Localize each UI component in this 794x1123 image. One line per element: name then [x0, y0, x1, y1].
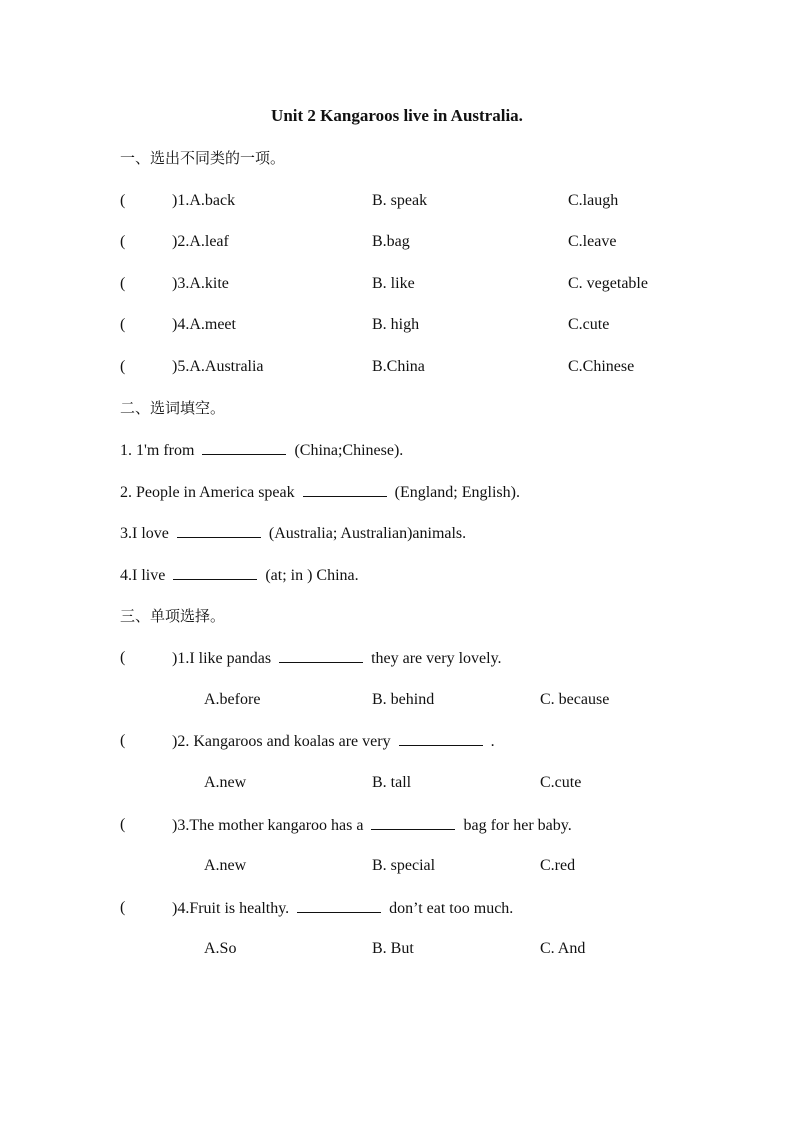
option-a: )3.A.kite: [172, 275, 229, 292]
options-row: [0, 771, 794, 795]
option-b: B. special: [372, 857, 436, 874]
question-text: )2. Kangaroos and koalas are very .: [172, 729, 495, 754]
answer-bracket: (: [120, 275, 126, 292]
answer-bracket: (: [120, 192, 126, 209]
option-b: B. behind: [372, 691, 435, 708]
answer-blank: [173, 563, 257, 580]
option-a: A.new: [204, 857, 247, 874]
sentence-start: 1. 1'm from: [120, 442, 195, 459]
answer-blank: [279, 646, 363, 663]
option-a: A.So: [204, 940, 237, 957]
page-title: Unit 2 Kangaroos live in Australia.: [271, 106, 523, 125]
option-a: )4.A.meet: [172, 316, 236, 333]
question-row: [0, 313, 794, 337]
option-c: C. because: [540, 691, 610, 708]
option-b: B. tall: [372, 774, 412, 791]
option-a: )5.A.Australia: [172, 358, 264, 375]
section-3-heading: 三、单项选择。: [120, 607, 226, 625]
option-c: C.Chinese: [568, 358, 635, 375]
question-row: [0, 896, 794, 920]
section-1-heading: 一、选出不同类的一项。: [120, 149, 286, 167]
answer-bracket: (: [120, 358, 126, 375]
answer-bracket: (: [120, 732, 126, 749]
question-row: [0, 355, 794, 379]
option-b: B.bag: [372, 233, 410, 250]
word-choices: (Australia; Australian)animals.: [268, 525, 467, 542]
option-c: C.laugh: [568, 192, 619, 209]
question-text: )4.Fruit is healthy. don’t eat too much.: [172, 896, 513, 921]
option-c: C.leave: [568, 233, 617, 250]
question-text: )3.The mother kangaroo has a bag for her baby.: [172, 813, 572, 838]
answer-blank: [297, 896, 381, 913]
option-a: A.new: [204, 774, 247, 791]
fill-in-item: [120, 480, 520, 504]
option-b: B. high: [372, 316, 420, 333]
word-choices: (England; English).: [394, 484, 520, 501]
option-b: B. like: [372, 275, 415, 292]
option-c: C. vegetable: [568, 275, 648, 292]
word-choices: (at; in ) China.: [265, 567, 359, 584]
option-c: C.red: [540, 857, 576, 874]
fill-in-item: [120, 563, 359, 587]
sentence-start: 3.I love: [120, 525, 169, 542]
options-row: [0, 854, 794, 878]
answer-bracket: (: [120, 316, 126, 333]
sentence-start: 2. People in America speak: [120, 484, 295, 501]
answer-blank: [202, 438, 286, 455]
question-row: [0, 646, 794, 670]
option-a: )2.A.leaf: [172, 233, 229, 250]
question-row: [0, 813, 794, 837]
answer-blank: [177, 521, 261, 538]
fill-in-item: [120, 438, 403, 462]
answer-blank: [303, 480, 387, 497]
answer-blank: [371, 813, 455, 830]
answer-bracket: (: [120, 233, 126, 250]
option-c: C.cute: [540, 774, 582, 791]
section-2-heading: 二、选词填空。: [120, 399, 226, 417]
option-c: C. And: [540, 940, 586, 957]
answer-bracket: (: [120, 816, 126, 833]
answer-bracket: (: [120, 649, 126, 666]
fill-in-item: [120, 521, 466, 545]
answer-bracket: (: [120, 899, 126, 916]
option-b: B. But: [372, 940, 414, 957]
question-row: [0, 230, 794, 254]
question-text: )1.I like pandas they are very lovely.: [172, 646, 502, 671]
option-a: A.before: [204, 691, 261, 708]
options-row: [0, 937, 794, 961]
option-b: B.China: [372, 358, 425, 375]
question-row: [0, 272, 794, 296]
options-row: [0, 688, 794, 712]
option-a: )1.A.back: [172, 192, 236, 209]
word-choices: (China;Chinese).: [294, 442, 404, 459]
question-row: [0, 189, 794, 213]
sentence-start: 4.I live: [120, 567, 166, 584]
answer-blank: [399, 729, 483, 746]
question-row: [0, 729, 794, 753]
option-b: B. speak: [372, 192, 428, 209]
option-c: C.cute: [568, 316, 610, 333]
